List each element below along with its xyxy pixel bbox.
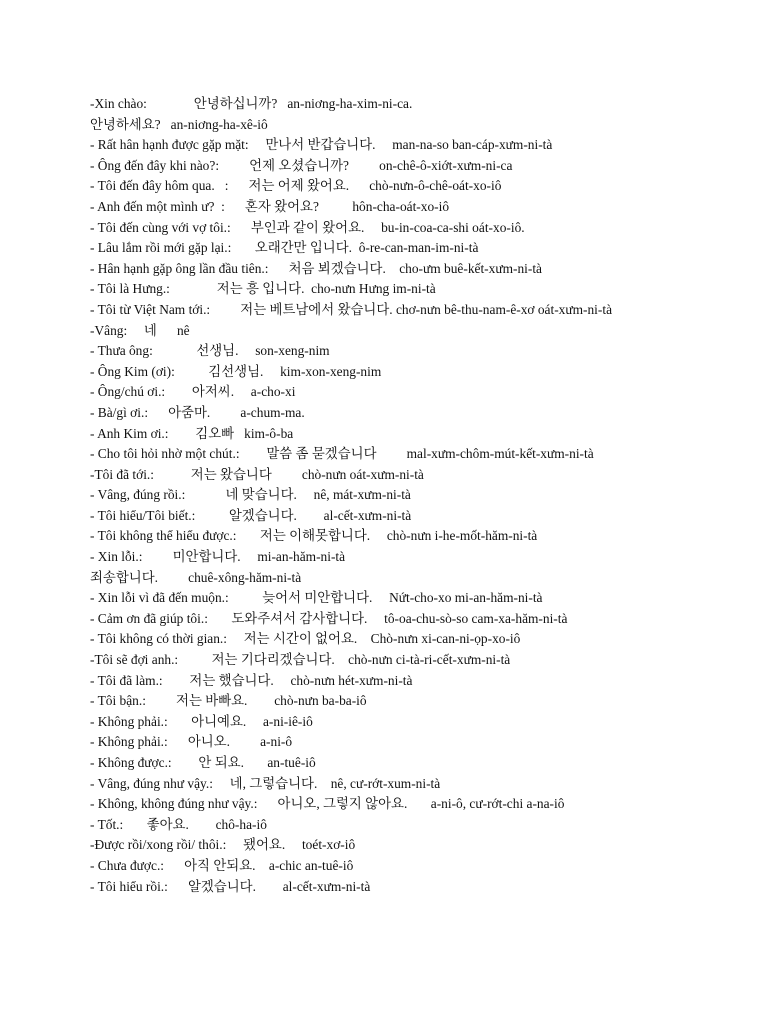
phrase-line: - Tôi không thể hiểu được.: 저는 이해못합니다. chò-nưn i-he-mốt-hăm-ni-tà (90, 528, 538, 544)
phrase-line: - Tôi đã làm.: 저는 했습니다. chò-nưn hét-xưm-ni-tà (90, 672, 413, 688)
phrase-list (90, 94, 730, 897)
phrase-line: - Ông đến đây khi nào?: 언제 오셨습니까? on-chê-ô-xiớt-xưm-ni-ca (90, 157, 513, 173)
phrase-line: - Cho tôi hỏi nhờ một chút.: 말씀 좀 묻겠습니다 mal-xưm-chôm-mút-kết-xưm-ni-tà (90, 446, 594, 462)
phrase-line: - Tôi bận.: 저는 바빠요. chò-nưn ba-ba-iô (90, 693, 367, 709)
phrase-line: - Bà/gì ơi.: 아줌마. a-chum-ma. (90, 404, 305, 420)
phrase-line: -Được rồi/xong rồi/ thôi.: 됐어요. toét-xơ-iô (90, 837, 356, 853)
phrase-line: - Không phải.: 아니오. a-ni-ô (90, 734, 293, 750)
phrase-line: - Không được.: 안 되요. an-tuê-iô (90, 755, 316, 770)
phrase-line: - Tôi không có thời gian.: 저는 시간이 없어요. Chò-nưn xi-can-ni-ọp-xo-iô (90, 631, 521, 647)
phrase-line: 죄송합니다. chuê-xông-hăm-ni-tà (90, 569, 302, 585)
phrase-line: - Vâng, đúng như vậy.: 네, 그렇습니다. nê, cư-rớt-xum-ni-tà (90, 775, 441, 791)
phrase-line: 안녕하세요? an-niơng-ha-xê-iô (90, 116, 268, 132)
phrase-line: - Không phải.: 아니예요. a-ni-iê-iô (90, 713, 313, 729)
phrase-line: - Tôi đến đây hôm qua. : 저는 어제 왔어요. chò-nưn-ô-chê-oát-xo-iô (90, 178, 502, 194)
phrase-line: -Tôi sẽ đợi anh.: 저는 기다리겠습니다. chò-nưn ci-tà-ri-cết-xưm-ni-tà (90, 652, 511, 668)
phrase-line: - Tôi hiểu/Tôi biết.: 알겠습니다. al-cết-xưm-ni-tà (90, 507, 412, 523)
phrase-line: - Cảm ơn đã giúp tôi.: 도와주셔서 감사합니다. tô-oa-chu-sò-so cam-xa-hăm-ni-tà (90, 610, 568, 626)
phrase-line: - Xin lỗi vì đã đến muộn.: 늦어서 미안합니다. Nứt-cho-xo mi-an-hăm-ni-tà (90, 590, 543, 606)
phrase-line: - Tôi hiểu rồi.: 알겠습니다. al-cết-xưm-ni-tà (90, 878, 371, 894)
phrase-line: -Vâng: 네 nê (90, 322, 190, 338)
phrase-line: - Rất hân hạnh được gặp mặt: 만나서 반갑습니다. man-na-so ban-cáp-xưm-ni-tà (90, 137, 553, 153)
phrase-line: - Hân hạnh gặp ông lần đầu tiên.: 처음 뵈겠습니다. cho-ưm buê-kết-xưm-ni-tà (90, 260, 543, 276)
phrase-line: - Tôi từ Việt Nam tới.: 저는 베트남에서 왔습니다. chơ-nưn bê-thu-nam-ê-xơ oát-xưm-ni-tà (90, 301, 613, 317)
phrase-line: - Anh Kim ơi.: 김오빠 kim-ô-ba (90, 425, 294, 441)
phrase-line: - Thưa ông: 선생님. son-xeng-nim (90, 343, 330, 359)
phrase-line: - Vâng, đúng rồi.: 네 맞습니다. nê, mát-xưm-ni-tà (90, 487, 411, 503)
phrase-line: - Tôi đến cùng với vợ tôi.: 부인과 같이 왔어요. bu-in-coa-ca-shi oát-xo-iô. (90, 219, 525, 235)
phrase-line: -Xin chào: 안녕하십니까? an-niơng-ha-xim-ni-ca. (90, 96, 413, 111)
phrase-line: - Xin lỗi.: 미안합니다. mi-an-hăm-ni-tà (90, 549, 346, 565)
phrase-line: - Lâu lắm rồi mới gặp lại.: 오래간만 입니다. ô-re-can-man-im-ni-tà (90, 240, 479, 256)
phrase-line: - Chưa được.: 아직 안되요. a-chic an-tuê-iô (90, 857, 354, 873)
phrase-line: -Tôi đã tới.: 저는 왔습니다 chò-nưn oát-xưm-ni-tà (90, 466, 424, 482)
phrase-line: - Tốt.: 좋아요. chô-ha-iô (90, 816, 267, 832)
phrase-line: - Ông/chú ơi.: 아저씨. a-cho-xi (90, 384, 296, 400)
phrase-line: - Ông Kim (ơi): 김선생님. kim-xon-xeng-nim (90, 363, 382, 379)
phrase-line: - Không, không đúng như vậy.: 아니오, 그렇지 않아요. a-ni-ô, cư-rớt-chi a-na-iô (90, 796, 565, 812)
phrase-line: - Anh đến một mình ư? : 혼자 왔어요? hôn-cha-oát-xo-iô (90, 198, 450, 214)
phrase-line: - Tôi là Hưng.: 저는 흥 입니다. cho-nưn Hưng im-ni-tà (90, 281, 436, 297)
